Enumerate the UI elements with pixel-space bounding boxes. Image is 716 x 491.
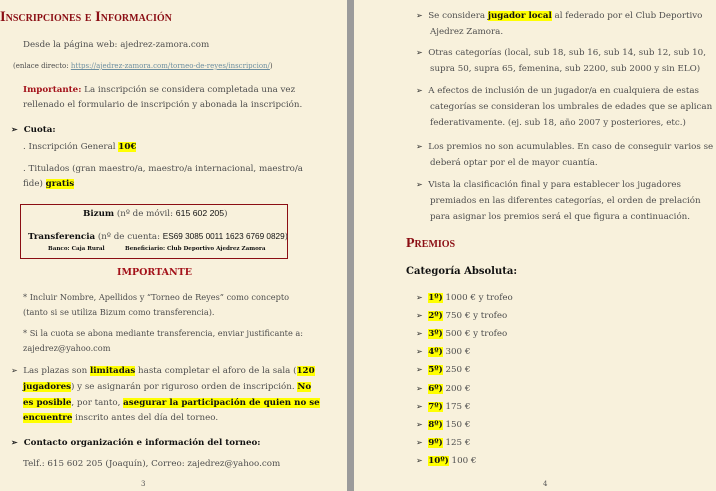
bullet-chevron-icon: ➢ — [416, 11, 423, 20]
bullet-local-1: ➢ Se considera jugador local al federado por el Club Deportivo — [416, 11, 703, 21]
prize-place: 1º) — [428, 293, 443, 303]
prize-amount: 175 € — [442, 401, 471, 412]
prize-row — [416, 293, 513, 303]
bullet-chevron-icon: ➢ — [416, 180, 423, 189]
prize-place: 7º) — [428, 401, 443, 412]
prize-row — [416, 438, 470, 448]
bullet-chevron-icon: ➢ — [416, 142, 423, 151]
inscripciones-heading: Inscripciones e Información — [0, 9, 172, 25]
note2-line-2: zajedrez@yahoo.com — [23, 343, 111, 353]
bullet-chevron-icon: ➢ — [416, 86, 423, 95]
bullet-chevron-icon: ➢ — [416, 311, 423, 321]
bullet-age-2: categorías se consideran los umbrales de edades que se aplican — [430, 102, 713, 112]
bullet-chevron-icon: ➢ — [11, 366, 18, 375]
contact-line: Telf.: 615 602 205 (Joaquín), Correo: zajedrez@yahoo.com — [23, 459, 281, 469]
bullet-final-3: para asignar los premios será el que figura a continuación. — [430, 212, 691, 222]
bullet-final-2: premiados en las diferentes categorías, el orden de prelación — [430, 196, 701, 206]
prize-amount: 125 € — [442, 437, 471, 448]
prize-row — [416, 365, 470, 375]
prize-place: 8º) — [428, 419, 443, 430]
prize-amount: 100 € — [448, 455, 477, 466]
page-4 — [354, 0, 716, 491]
important-line-1: Importante: La inscripción se considera completada una vez — [23, 85, 296, 95]
prize-place: 5º) — [428, 365, 443, 376]
prize-row — [416, 420, 470, 430]
bullet-chevron-icon: ➢ — [416, 48, 423, 57]
important-line-2: rellenado el formulario de inscripción y abonada la inscripción. — [23, 100, 303, 110]
places-line-3: es posible, por tanto, asegurar la participación de quien no se — [23, 398, 320, 408]
places-line-4: encuentre inscrito antes del día del torneo. — [23, 413, 219, 423]
prize-amount: 500 € y trofeo — [442, 329, 508, 340]
web-line: Desde la página web: ajedrez-zamora.com — [23, 40, 210, 50]
prize-amount: 250 € — [442, 365, 471, 376]
bullet-chevron-icon: ➢ — [416, 365, 423, 375]
general-fee: . Inscripción General 10€ — [23, 142, 137, 152]
bank-name: Banco: Caja Rural — [48, 246, 105, 252]
places-line-1: ➢ Las plazas son limitadas hasta completar el aforo de la sala (120 — [11, 366, 315, 376]
bullet-chevron-icon: ➢ — [416, 455, 423, 465]
page-gap — [347, 0, 354, 491]
bullet-chevron-icon: ➢ — [416, 401, 423, 411]
bullet-chevron-icon: ➢ — [416, 329, 423, 339]
bullet-age-1: ➢ A efectos de inclusión de un jugador/a en cualquiera de estas — [416, 86, 700, 96]
beneficiary: Beneficiario: Club Deportivo Ajedrez Zamora — [125, 246, 266, 252]
bullet-prizes-2: deberá optar por el de mayor cuantía. — [430, 158, 598, 168]
bullet-prizes-1: ➢ Los premios no son acumulables. En caso de conseguir varios se — [416, 142, 714, 152]
bullet-chevron-icon: ➢ — [11, 124, 18, 134]
prize-row — [416, 311, 507, 321]
bullet-cats-2: supra 50, supra 65, femenina, sub 2200, sub 2000 y sin ELO) — [430, 64, 701, 74]
places-line-2: jugadores) y se asignarán por riguroso orden de inscripción. No — [23, 382, 312, 392]
prize-place: 9º) — [428, 437, 443, 448]
important-heading: IMPORTANTE — [117, 267, 193, 278]
prize-place: 3º) — [428, 329, 443, 340]
prize-amount: 150 € — [442, 419, 471, 430]
bullet-age-3: federativamente. (ej. sub 18, año 2007 y posteriores, etc.) — [430, 118, 686, 128]
bullet-cats-1: ➢ Otras categorías (local, sub 18, sub 16, sub 14, sub 12, sub 10, — [416, 48, 706, 58]
bullet-chevron-icon: ➢ — [416, 383, 423, 393]
note1-line-1: * Incluir Nombre, Apellidos y “Torneo de Reyes” como concepto — [23, 292, 290, 302]
prize-amount: 750 € y trofeo — [442, 311, 508, 322]
bullet-chevron-icon: ➢ — [11, 437, 18, 447]
bullet-local-2: Ajedrez Zamora. — [430, 27, 504, 37]
bullet-final-1: ➢ Vista la clasificación final y para establecer los jugadores — [416, 180, 681, 190]
bullet-chevron-icon: ➢ — [416, 419, 423, 429]
inscription-link[interactable]: https://ajedrez-zamora.com/torneo-de-reyes/inscripcion/ — [70, 62, 270, 70]
bullet-chevron-icon: ➢ — [416, 347, 423, 357]
titled-line-1: . Titulados (gran maestro/a, maestro/a internacional, maestro/a — [23, 164, 303, 174]
cuota-heading: ➢ Cuota: — [11, 124, 56, 135]
bizum-line: Bizum (nº de móvil: 615 602 205) — [83, 208, 228, 219]
prize-place: 4º) — [428, 347, 443, 358]
prize-amount: 200 € — [442, 383, 471, 394]
prize-row — [416, 456, 476, 466]
titled-line-2: fide) gratis — [23, 179, 75, 189]
page-number: 3 — [141, 480, 146, 488]
prize-amount: 300 € — [442, 347, 471, 358]
note2-line-1: * Si la cuota se abona mediante transferencia, enviar justificante a: — [23, 328, 304, 338]
bullet-chevron-icon: ➢ — [416, 437, 423, 447]
page-3 — [0, 0, 347, 491]
prize-row — [416, 347, 470, 357]
prize-place: 10º) — [428, 455, 449, 466]
note1-line-2: (tanto si se utiliza Bizum como transferencia). — [23, 307, 215, 317]
page-number: 4 — [543, 480, 548, 488]
premios-heading: Premios — [406, 236, 456, 251]
prize-row — [416, 402, 470, 412]
prize-row — [416, 384, 470, 394]
category-heading: Categoría Absoluta: — [406, 266, 518, 277]
prize-place: 2º) — [428, 311, 443, 322]
prize-place: 6º) — [428, 383, 443, 394]
transfer-line: Transferencia (nº de cuenta: ES69 3085 0011 1623 6769 0829) — [28, 232, 289, 242]
prize-amount: 1000 € y trofeo — [442, 293, 513, 303]
contact-heading: ➢ Contacto organización e información del torneo: — [11, 437, 261, 448]
bullet-chevron-icon: ➢ — [416, 293, 423, 302]
direct-link-line: (enlace directo: https://ajedrez-zamora.com/torneo-de-reyes/inscripcion/) — [13, 62, 273, 70]
prize-row — [416, 329, 507, 339]
